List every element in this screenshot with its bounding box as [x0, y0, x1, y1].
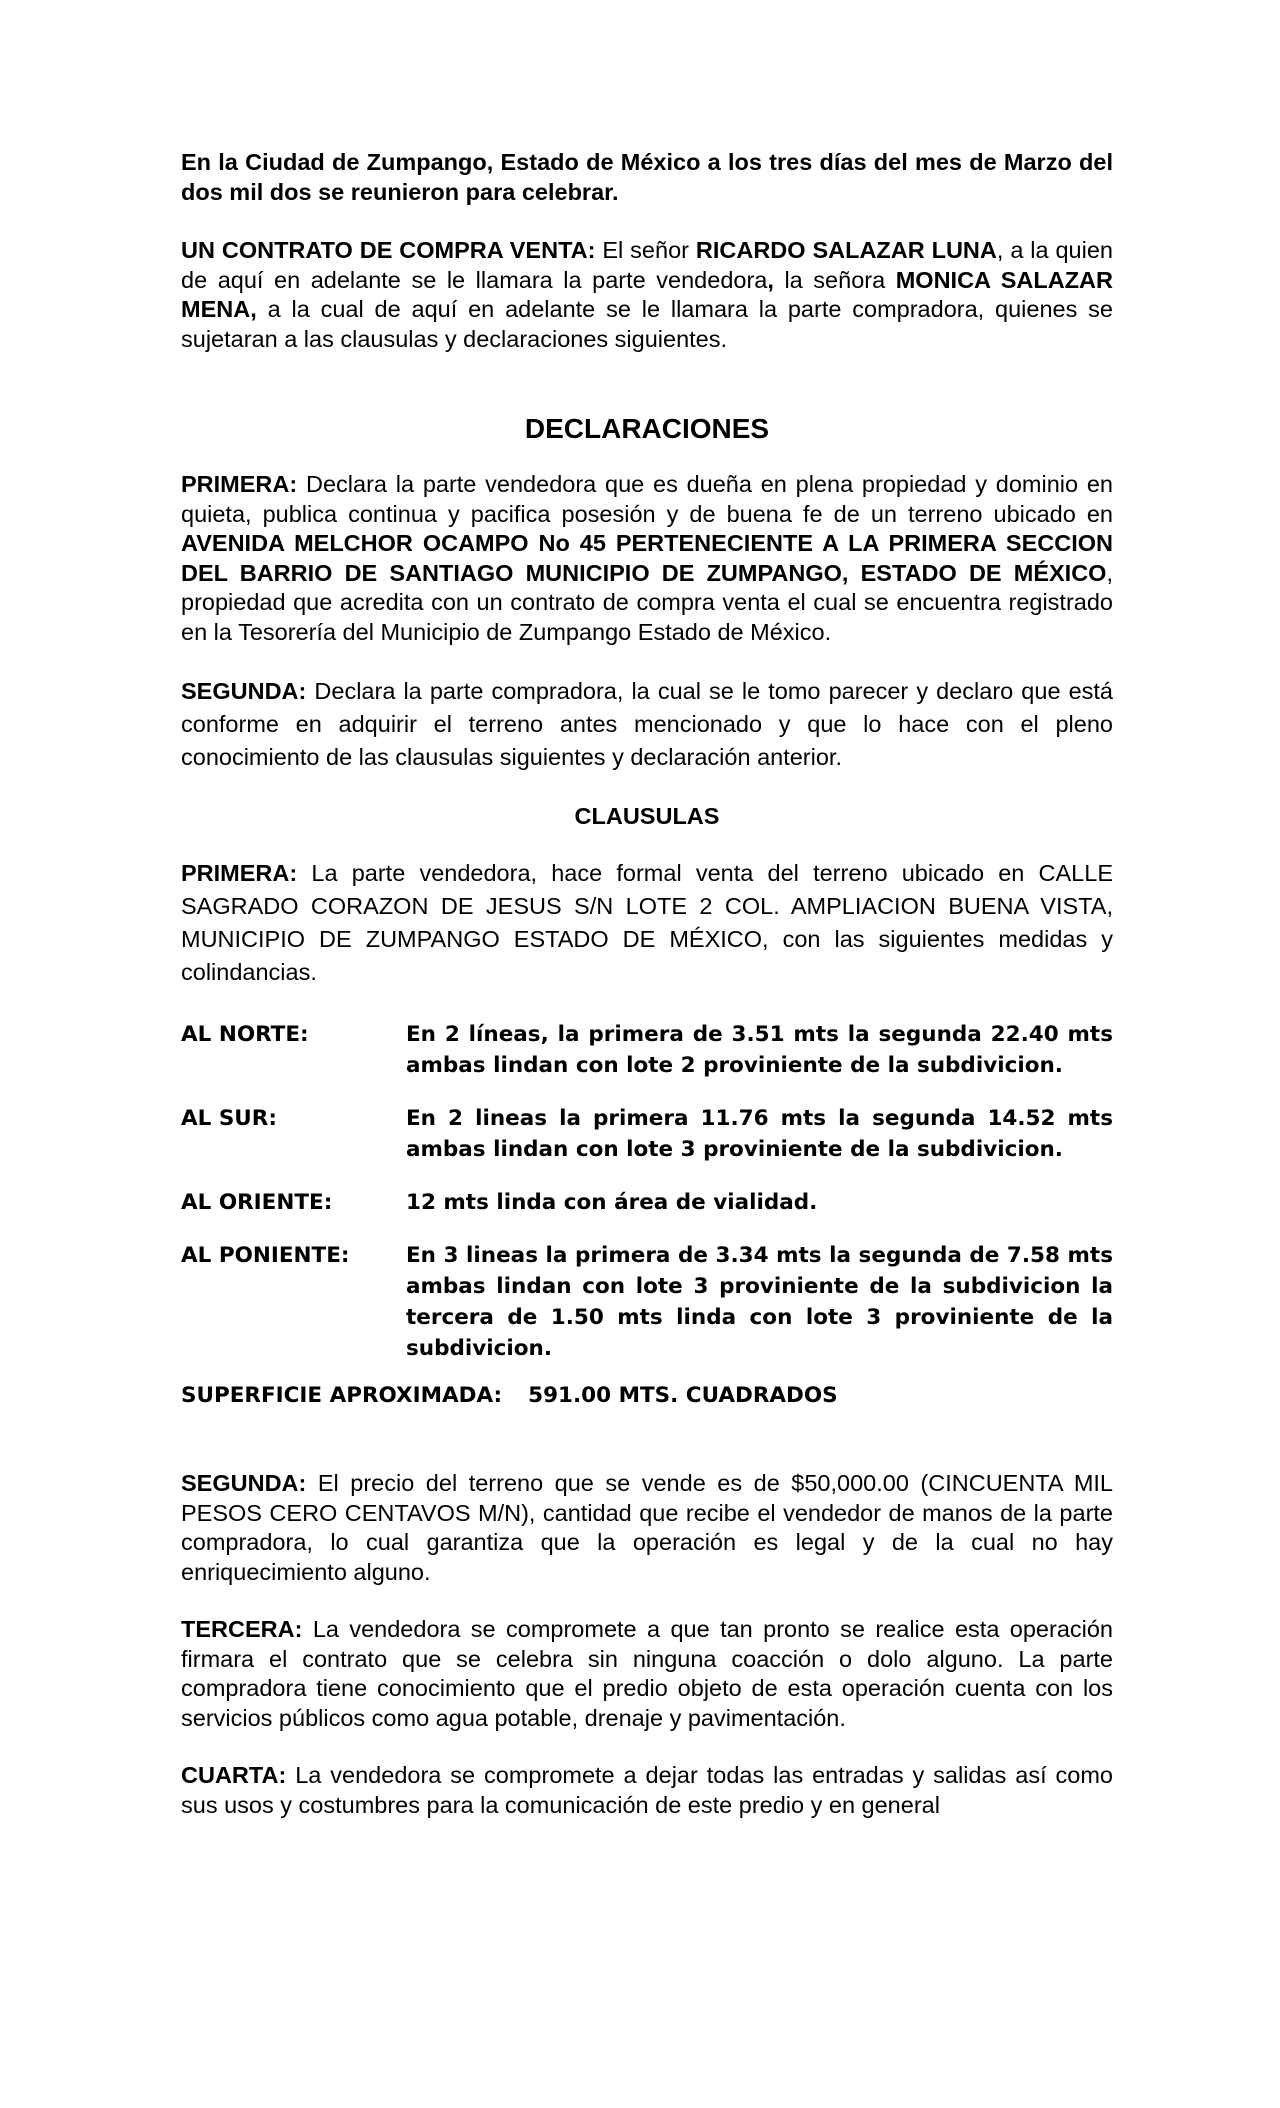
superficie-label: SUPERFICIE APROXIMADA: [181, 1383, 503, 1408]
declaracion-primera-direccion: AVENIDA MELCHOR OCAMPO No 45 PERTENECIENTE A LA PRIMERA SECCION DEL BARRIO DE SANTIAGO MUNICIPIO DE ZUMPANGO, ESTADO DE MÉXICO [181, 530, 1113, 586]
colindancia-sur [181, 1103, 1113, 1165]
contrato-label: UN CONTRATO DE COMPRA VENTA: [181, 237, 596, 263]
clausula-segunda-text: El precio del terreno que se vende es de $50,000.00 (CINCUENTA MIL PESOS CERO CENTAVOS M/N), cantidad que recibe el vendedor de manos de la parte compradora, lo cual garantiza que la operación es legal y de la cual no hay enriquecimiento alguno. [181, 1470, 1113, 1585]
colindancia-sur-text: En 2 lineas la primera 11.76 mts la segunda 14.52 mts ambas lindan con lote 3 proviniente de la subdivicion. [406, 1106, 1113, 1162]
clausula-tercera [181, 1615, 1113, 1733]
clausula-tercera-label: TERCERA: [181, 1616, 303, 1642]
clausula-tercera-text: La vendedora se compromete a que tan pronto se realice esta operación firmara el contrato que se celebra sin ninguna coacción o dolo alguno. La parte compradora tiene conocimiento que el predio objeto de esta operación cuenta con los servicios públicos como agua potable, drenaje y pavimentación. [181, 1616, 1113, 1731]
declaracion-primera-text-1: Declara la parte vendedora que es dueña en plena propiedad y dominio en quieta, publica continua y pacifica posesión y de buena fe de un terreno ubicado en [181, 471, 1113, 527]
clausula-primera-label: PRIMERA: [181, 860, 298, 886]
declaracion-primera [181, 470, 1113, 647]
clausula-primera [181, 857, 1113, 989]
document-body [181, 148, 1113, 1820]
contrato-paragraph [181, 236, 1113, 354]
contrato-text-2: , a la quien de aquí en adelante se le llamara la parte vendedora [181, 237, 1113, 293]
compradora-name: MONICA SALAZAR MENA, [181, 266, 1113, 322]
declaracion-segunda [181, 675, 1113, 774]
colindancia-oriente-text: 12 mts linda con área de vialidad. [406, 1190, 818, 1215]
contrato-text-3: la señora [773, 266, 896, 293]
clausula-cuarta-text: La vendedora se compromete a dejar todas las entradas y salidas así como sus usos y costumbres para la comunicación de este predio y en general [181, 1762, 1113, 1818]
colindancia-poniente-label: AL PONIENTE: [181, 1243, 350, 1268]
declaracion-segunda-label: SEGUNDA: [181, 678, 307, 704]
colindancias-list [181, 1019, 1113, 1364]
declaracion-primera-text-2: , propiedad que acredita con un contrato de compra venta el cual se encuentra registrado en la Tesorería del Municipio de Zumpango Estado de México. [181, 559, 1113, 645]
declaracion-primera-label: PRIMERA: [181, 471, 298, 497]
colindancia-sur-label: AL SUR: [181, 1106, 277, 1131]
clausula-cuarta-label: CUARTA: [181, 1762, 287, 1788]
superficie-line [181, 1380, 1113, 1411]
colindancia-poniente-text: En 3 lineas la primera de 3.34 mts la segunda de 7.58 mts ambas lindan con lote 3 proviniente de la subdivicion la tercera de 1.50 mts linda con lote 3 proviniente de la subdivicion. [406, 1243, 1113, 1361]
colindancia-norte-text: En 2 líneas, la primera de 3.51 mts la segunda 22.40 mts ambas lindan con lote 2 proviniente de la subdivicion. [406, 1022, 1113, 1078]
colindancia-oriente [181, 1187, 1113, 1218]
colindancia-norte-label: AL NORTE: [181, 1022, 309, 1047]
clausulas-title: CLAUSULAS [574, 803, 720, 829]
colindancia-norte [181, 1019, 1113, 1081]
clausula-cuarta [181, 1761, 1113, 1820]
clausula-primera-text: La parte vendedora, hace formal venta del terreno ubicado en CALLE SAGRADO CORAZON DE JESUS S/N LOTE 2 COL. AMPLIACION BUENA VISTA, MUNICIPIO DE ZUMPANGO ESTADO DE MÉXICO, con las siguientes medidas y colindancias. [181, 860, 1113, 985]
intro-paragraph: En la Ciudad de Zumpango, Estado de México a los tres días del mes de Marzo del dos mil dos se reunieron para celebrar. [181, 149, 1113, 205]
colindancia-poniente [181, 1240, 1113, 1364]
clausula-segunda [181, 1469, 1113, 1587]
contrato-comma: , [767, 266, 774, 293]
declaraciones-title: DECLARACIONES [524, 413, 770, 444]
declaracion-segunda-text: Declara la parte compradora, la cual se le tomo parecer y declaro que está conforme en adquirir el terreno antes mencionado y que lo hace con el pleno conocimiento de las clausulas siguientes y declaración anterior. [181, 678, 1113, 770]
contrato-text-1: El señor [595, 237, 696, 263]
clausula-segunda-label: SEGUNDA: [181, 1470, 307, 1496]
superficie-value: 591.00 MTS. CUADRADOS [528, 1383, 838, 1408]
colindancia-oriente-label: AL ORIENTE: [181, 1190, 333, 1215]
vendedor-name: RICARDO SALAZAR LUNA [695, 237, 997, 263]
contrato-text-4: a la cual de aquí en adelante se le llamara la parte compradora, quienes se sujetaran a las clausulas y declaraciones siguientes. [181, 296, 1113, 352]
